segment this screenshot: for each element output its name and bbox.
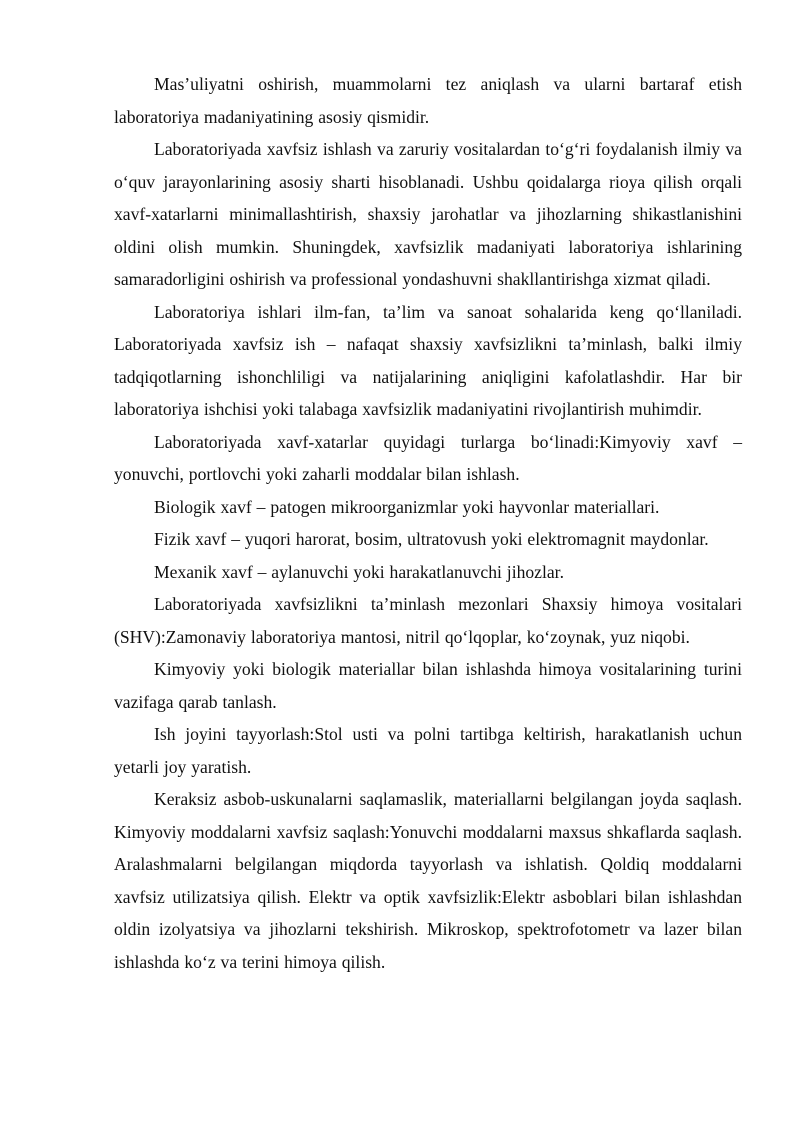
paragraph-7: Mexanik xavf – aylanuvchi yoki harakatlanuvchi jihozlar.	[154, 561, 564, 582]
paragraph-11: Keraksiz asbob-uskunalarni saqlamaslik, materiallarni belgilangan joyda saqlash. Kimyoviy moddalarni xavfsiz saqlash:Yonuvchi moddalarni maxsus shkaflarda saqlash. Aralashmalarni belgilangan miqdorda tayyorlash va ishlatish. Qoldiq moddalarni xavfsiz utilizatsiya qilish. Elektr va optik xavfsizlik:Elektr asboblari bilan ishlashdan oldin izolyatsiya va jihozlarni tekshirish. Mikroskop, spektrofotometr va lazer bilan ishlashda ko‘z va terini himoya qilish.	[114, 789, 742, 972]
paragraph-5: Biologik xavf – patogen mikroorganizmlar yoki hayvonlar materiallari.	[154, 496, 660, 517]
paragraph-9: Kimyoviy yoki biologik materiallar bilan ishlashda himoya vositalarining turini vazifaga qarab tanlash.	[114, 659, 742, 712]
paragraph-2: Laboratoriyada xavfsiz ishlash va zaruriy vositalardan to‘g‘ri foydalanish ilmiy va o‘quv jarayonlarining asosiy sharti hisoblanadi. Ushbu qoidalarga rioya qilish orqali xavf-xatarlarni minimallashtirish, shaxsiy jarohatlar va jihozlarning shikastlanishini oldini olish mumkin. Shuningdek, xavfsizlik madaniyati laboratoriya ishlarining samaradorligini oshirish va professional yondashuvni shakllantirishga xizmat qiladi.	[114, 139, 742, 289]
paragraph-8: Laboratoriyada xavfsizlikni ta’minlash mezonlari Shaxsiy himoya vositalari (SHV):Zamonaviy laboratoriya mantosi, nitril qo‘lqoplar, ko‘zoynak, yuz niqobi.	[114, 594, 742, 647]
document-page	[114, 68, 742, 978]
paragraph-6: Fizik xavf – yuqori harorat, bosim, ultratovush yoki elektromagnit maydonlar.	[154, 529, 709, 549]
paragraph-4: Laboratoriyada xavf-xatarlar quyidagi turlarga bo‘linadi:Kimyoviy xavf – yonuvchi, portlovchi yoki zaharli moddalar bilan ishlash.	[114, 431, 742, 484]
paragraph-3: Laboratoriya ishlari ilm-fan, ta’lim va sanoat sohalarida keng qo‘llaniladi. Laboratoriyada xavfsiz ish – nafaqat shaxsiy xavfsizlikni ta’minlash, balki ilmiy tadqiqotlarning ishonchliligi va natijalarining aniqligini kafolatlashdir. Har bir laboratoriya ishchisi yoki talabaga xavfsizlik madaniyatini rivojlantirish muhimdir.	[114, 301, 742, 419]
paragraph-1: Mas’uliyatni oshirish, muammolarni tez aniqlash va ularni bartaraf etish laboratoriya madaniyatining asosiy qismidir.	[114, 74, 742, 127]
paragraph-10: Ish joyini tayyorlash:Stol usti va polni tartibga keltirish, harakatlanish uchun yetarli joy yaratish.	[114, 724, 742, 777]
